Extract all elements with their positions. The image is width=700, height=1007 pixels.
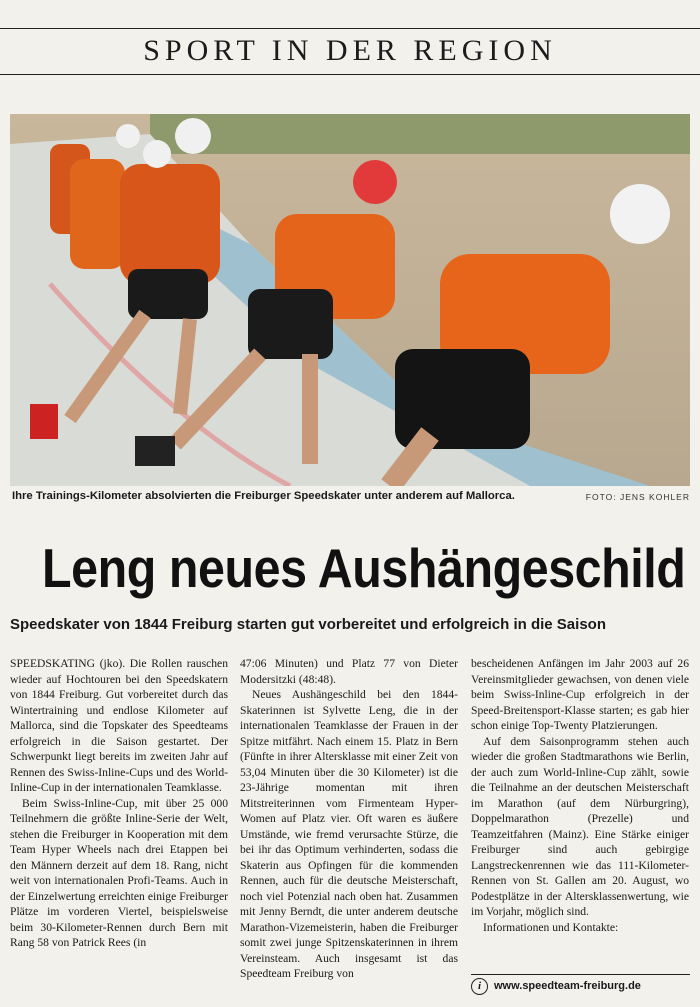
- skaters-illustration: [10, 114, 690, 486]
- website-link[interactable]: www.speedteam-freiburg.de: [494, 980, 641, 992]
- section-title: SPORT IN DER REGION: [143, 34, 557, 67]
- paragraph: Neues Aushängeschild bei den 1844-Skaterinnen ist Sylvette Leng, die in der internationalen Teamklasse der Frauen in der Spitze mitfährt. Nach einem 15. Platz in Bern (Fünfte in ihrer Altersklasse mit einer Zeit von 53,04 Minuten über die 30 Kilometer) ist die 23-Jährige momentan mit ihren Mitstreiterinnen vom Firmenteam Hyper-Women auf Platz vier. Oft waren es äußere Umstände, wie fremd verursachte Stürze, die bei ihr das Optimum verhinderten, sodass die Skaterin aus Opfingen für die kommenden Rennen, auch für die deutsche Meisterschaft, noch viel Potenzial nach oben hat. Zusammen mit Jenny Berndt, die unter anderem deutsche Marathon-Vizemeisterin, haben die Freiburger somit zwei junge Spitzenskaterinnen in ihrem Vereinsteam. Auch insgesamt ist das Speedteam Freiburg von: [240, 688, 458, 980]
- paragraph: Beim Swiss-Inline-Cup, mit über 25 000 Teilnehmern die größte Inline-Serie der Welt, stehen die Freiburger in Kooperation mit dem Team Hyper Wheels nach drei Etappen bei den Männern derzeit auf dem 18. Rang, nicht weit von internationalen Profi-Teams. Auch in der Einzelwertung erreichten einige Freiburger Plätze im vorderen Viertel, beispielsweise beim 30-Kilometer-Rennen durch Bern mit Rang 58 von Patrick Rees (in: [10, 796, 228, 949]
- paragraph: bescheidenen Anfängen im Jahr 2003 auf 26 Vereinsmitglieder gewachsen, von denen viele beim Swiss-Inline-Cup erfolgreich in der Speed-Breitensport-Klasse starten; es gab hier schon einige Top-Twenty Platzierungen.: [471, 657, 689, 732]
- article-headline: Leng neues Aushängeschild: [42, 537, 686, 599]
- contact-row: [471, 974, 690, 997]
- paragraph: Auf dem Saisonprogramm stehen auch wieder die großen Stadtmarathons wie Berlin, der auch zum World-Inline-Cup zählt, sowie die Teilnahme an der deutschen Meisterschaft im Marathon (auf dem Nürburgring), Doppelmarathon (Prezelle) und Teamzeitfahren (Mainz). Eine Stärke einiger Freiburger sind auch gebirgige Langstreckenrennen wie das 111-Kilometer-Rennen von St. Gallen am 20. August, wo Podestplätze in der Altersklassenwertung, wie im Vorjahr, möglich sind.: [471, 734, 689, 918]
- top-rule: [0, 28, 700, 29]
- article-photo: [10, 114, 690, 486]
- article-column-1: [10, 656, 228, 951]
- info-icon: i: [471, 978, 488, 995]
- photo-credit: FOTO: JENS KOHLER: [585, 492, 690, 502]
- article-column-3: [471, 656, 689, 935]
- article-subheadline: Speedskater von 1844 Freiburg starten gut vorbereitet und erfolgreich in die Saison: [10, 616, 606, 633]
- section-rule: [0, 74, 700, 75]
- paragraph: SPEEDSKATING (jko). Die Rollen rauschen wieder auf Hochtouren bei den Speedskatern von 1844 Freiburg. Gut vorbereitet durch das Wintertraining und endlose Kilometer auf Mallorca, sind die Topskater des Speedteams erfolgreich in die Saison gestartet. Der Schwerpunkt liegt bereits im zweiten Jahr auf Rennen des Swiss-Inline-Cups und des World-Inline-Cup in der internationalen Teamklasse.: [10, 657, 228, 794]
- paragraph: 47:06 Minuten) und Platz 77 von Dieter Modersitzki (48:48).: [240, 657, 458, 686]
- photo-caption: Ihre Trainings-Kilometer absolvierten die Freiburger Speedskater unter anderem auf Mallorca.: [12, 490, 515, 502]
- contact-label: Informationen und Kontakte:: [483, 920, 619, 934]
- article-column-2: [240, 656, 458, 982]
